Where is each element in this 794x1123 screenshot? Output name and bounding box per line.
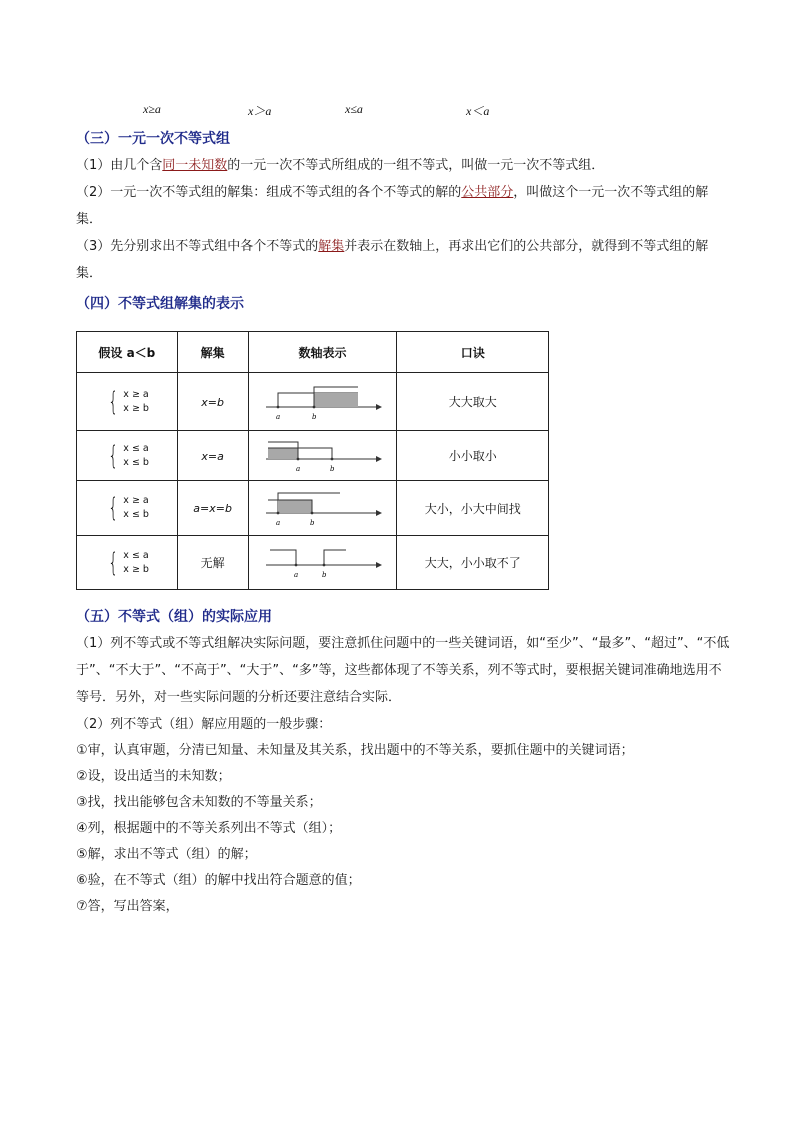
number-line-cell <box>248 373 397 431</box>
system-line: x ≤ a <box>123 549 149 561</box>
ray-a <box>270 550 296 565</box>
number-line-cell <box>248 536 397 590</box>
inequality-label: x≤a <box>345 102 363 116</box>
text: 并表示在数轴上，再求出它们的公共部分，就得到不等式组的解集． <box>76 239 709 281</box>
system-cell <box>77 536 178 590</box>
axis-arrow <box>376 562 382 568</box>
system-cell <box>77 373 178 431</box>
shaded-solution <box>268 448 298 459</box>
system-cell <box>77 481 178 536</box>
label-a: a <box>293 571 298 579</box>
number-line-diagram <box>258 483 388 531</box>
rhyme-cell <box>397 481 549 536</box>
point-a <box>296 458 299 461</box>
ray-b <box>324 550 346 565</box>
point-b <box>322 564 325 567</box>
highlight-term: 解集 <box>318 239 345 254</box>
column-header: 假设 a＜b <box>77 332 178 373</box>
label-a: a <box>295 465 300 473</box>
point-b <box>330 458 333 461</box>
number-line-diagram <box>258 375 388 425</box>
steps-intro: （2）列不等式（组）解应用题的一般步骤： <box>76 717 332 732</box>
text: （1）由几个含 <box>76 158 163 173</box>
label-b: b <box>311 413 316 421</box>
shaded-solution <box>278 500 312 513</box>
section5-heading: （五）不等式（组）的实际应用 <box>76 609 272 625</box>
axis-arrow <box>376 510 382 516</box>
text: 的一元一次不等式所组成的一组不等式，叫做一元一次不等式组． <box>227 158 605 173</box>
column-header: 口诀 <box>397 332 549 373</box>
list-item: ④列，根据题中的不等关系列出不等式（组）； <box>76 821 342 836</box>
inequality-system: { x ≤ a x ≥ b <box>108 547 149 578</box>
list-item: ②设，设出适当的未知数； <box>76 769 231 784</box>
steps-list <box>76 712 736 920</box>
section3-p2 <box>76 179 726 233</box>
table-row <box>77 481 549 536</box>
list-item: ⑤解，求出不等式（组）的解； <box>76 847 257 862</box>
point-b <box>310 511 313 514</box>
rhyme-cell <box>397 373 549 431</box>
highlight-term: 同一未知数 <box>162 158 228 173</box>
section3-heading: （三）一元一次不等式组 <box>76 131 230 147</box>
solution-cell <box>177 481 248 536</box>
system-line: x ≤ b <box>123 509 149 520</box>
inequality-label: x≥a <box>143 102 161 116</box>
axis-arrow <box>376 456 382 462</box>
number-line-diagram <box>258 431 388 477</box>
section5-p1: （1）列不等式或不等式组解决实际问题，要注意抓住问题中的一些关键词语，如“至少”、“最多”、“超过”、“不低于”、“不大于”、“不高于”、“大于”、“多”等，这些都体现了不等关系，列不等式时，要根据关键词准确地选用不等号．另外，对一些实际问题的分析还要注意结合实际． <box>76 636 730 705</box>
rhyme-text: 大大取大 <box>448 395 497 409</box>
solution-value: a=x=b <box>193 502 232 515</box>
solution-value: x=b <box>201 395 224 409</box>
text: （2）一元一次不等式组的解集：组成不等式组的各个不等式的解的 <box>76 185 462 200</box>
system-line: x ≥ b <box>123 402 149 414</box>
rhyme-text: 大小，小大中间找 <box>424 501 521 516</box>
solution-value: 无解 <box>200 556 225 570</box>
list-item: ③找，找出能够包含未知数的不等量关系； <box>76 795 322 810</box>
system-cell <box>77 431 178 481</box>
solution-value: x=a <box>201 449 224 463</box>
rhyme-text: 大大，小小取不了 <box>424 556 521 570</box>
inequality-system: { x ≥ a x ≥ b <box>108 386 149 417</box>
section3-p1 <box>76 152 726 179</box>
rhyme-cell <box>397 536 549 590</box>
section3-p3 <box>76 233 726 287</box>
highlight-term: 公共部分 <box>461 185 514 200</box>
inequality-label: x＜a <box>466 104 490 118</box>
section4-heading: （四）不等式组解集的表示 <box>76 296 244 312</box>
text: （3）先分别求出不等式组中各个不等式的 <box>76 239 319 254</box>
system-line: x ≥ b <box>123 563 149 575</box>
text: ，叫做这个一元一次不等式组的解集． <box>76 185 709 227</box>
solution-set-table <box>76 331 549 590</box>
column-header: 解集 <box>177 332 248 373</box>
system-line: x ≤ a <box>123 442 149 454</box>
rhyme-cell <box>397 431 549 481</box>
point-a <box>276 406 279 409</box>
label-a: a <box>275 413 280 421</box>
label-b: b <box>321 571 326 579</box>
label-b: b <box>309 518 314 527</box>
table-header-row <box>77 332 549 373</box>
column-header: 数轴表示 <box>248 332 397 373</box>
table-row <box>77 431 549 481</box>
table-row <box>77 373 549 431</box>
solution-cell <box>177 536 248 590</box>
list-item: ①审，认真审题，分清已知量、未知量及其关系，找出题中的不等关系，要抓住题中的关键词语； <box>76 743 634 758</box>
system-line: x ≥ a <box>123 495 149 506</box>
number-line-cell <box>248 481 397 536</box>
number-line-cell <box>248 431 397 481</box>
solution-cell <box>177 373 248 431</box>
rhyme-text: 小小取小 <box>448 449 497 463</box>
axis-arrow <box>376 404 382 410</box>
list-item: ⑥验，在不等式（组）的解中找出符合题意的值； <box>76 873 361 888</box>
solution-cell <box>177 431 248 481</box>
table-row <box>77 536 549 590</box>
list-item: ⑦答，写出答案， <box>76 899 179 914</box>
system-line: x ≤ b <box>123 456 149 468</box>
point-a <box>276 511 279 514</box>
label-a: a <box>275 518 280 527</box>
point-b <box>312 406 315 409</box>
shaded-solution <box>314 393 358 407</box>
section3-paragraphs <box>76 152 726 287</box>
label-b: b <box>329 465 334 473</box>
point-a <box>294 564 297 567</box>
number-line-diagram <box>258 538 388 584</box>
inequality-label: x＞a <box>248 104 272 118</box>
inequality-system: { x ≤ a x ≤ b <box>108 440 149 471</box>
system-line: x ≥ a <box>123 388 149 400</box>
inequality-system: { x ≥ a x ≤ b <box>108 493 149 523</box>
